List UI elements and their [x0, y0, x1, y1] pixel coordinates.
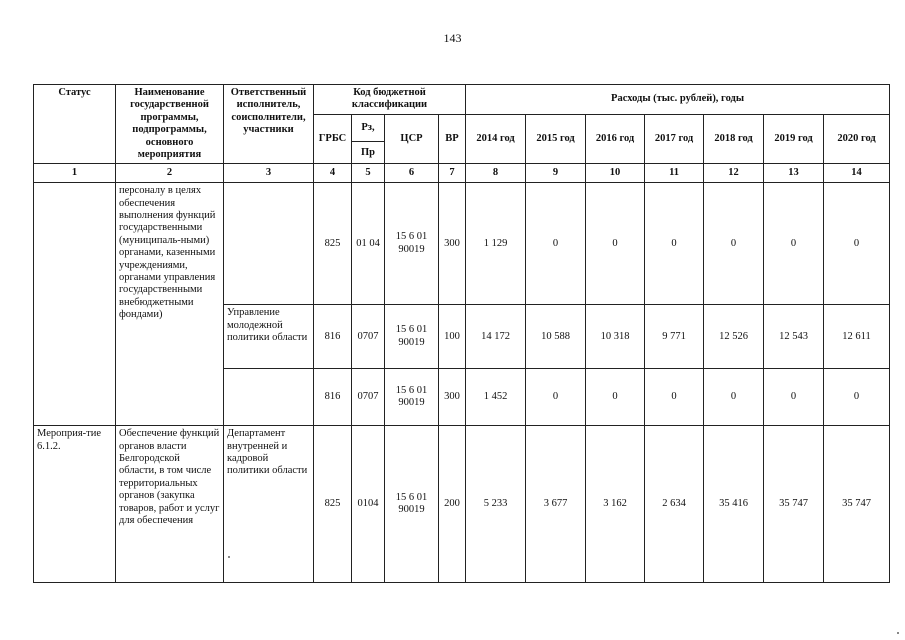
value-2014: 14 172: [466, 305, 526, 369]
header-year-2020: 2020 год: [824, 114, 890, 164]
value-2018: 35 416: [704, 426, 764, 583]
value-2016: 0: [586, 369, 645, 426]
scan-speck: [897, 632, 899, 634]
value-2020: 12 611: [824, 305, 890, 369]
vr-cell: 300: [439, 183, 466, 305]
program-name-cell: Обеспечение функций органов власти Белгородской области, в том числе территориальных органов (закупка товаров, работ и услуг для обеспечения: [116, 426, 224, 583]
executor-cell: Управление молодежной политики области: [224, 305, 314, 369]
executor-cell: [224, 369, 314, 426]
value-2017: 2 634: [645, 426, 704, 583]
header-year-2015: 2015 год: [526, 114, 586, 164]
rzpr-cell: 0707: [352, 305, 385, 369]
value-2014: 5 233: [466, 426, 526, 583]
column-number: 8: [466, 164, 526, 183]
program-name-cell: персоналу в целях обеспечения выполнения функций государственными (муниципаль-ными) органами, казенными учреждениями, органами управления государственными внебюджетными фондами): [116, 183, 224, 426]
csr-cell: 15 6 01 90019: [385, 305, 439, 369]
value-2016: 3 162: [586, 426, 645, 583]
rzpr-cell: 0707: [352, 369, 385, 426]
value-2017: 0: [645, 183, 704, 305]
header-budget-code: Код бюджетной классификации: [314, 85, 466, 115]
value-2018: 0: [704, 183, 764, 305]
header-status: Статус: [34, 85, 116, 164]
table-row: [34, 426, 890, 583]
grbs-cell: 825: [314, 183, 352, 305]
value-2014: 1 452: [466, 369, 526, 426]
value-2015: 3 677: [526, 426, 586, 583]
value-2016: 0: [586, 183, 645, 305]
column-number: 13: [764, 164, 824, 183]
header-year-2014: 2014 год: [466, 114, 526, 164]
header-year-2017: 2017 год: [645, 114, 704, 164]
value-2017: 0: [645, 369, 704, 426]
column-number: 10: [586, 164, 645, 183]
column-number: 9: [526, 164, 586, 183]
column-number: 6: [385, 164, 439, 183]
csr-cell: 15 6 01 90019: [385, 183, 439, 305]
vr-cell: 200: [439, 426, 466, 583]
value-2019: 12 543: [764, 305, 824, 369]
header-csr: ЦСР: [385, 114, 439, 164]
vr-cell: 100: [439, 305, 466, 369]
budget-table: [33, 84, 890, 583]
header-program-name: Наименование государственной программы, подпрограммы, основного мероприятия: [116, 85, 224, 164]
value-2014: 1 129: [466, 183, 526, 305]
csr-cell: 15 6 01 90019: [385, 426, 439, 583]
header-expenses: Расходы (тыс. рублей), годы: [466, 85, 890, 115]
header-year-2018: 2018 год: [704, 114, 764, 164]
status-cell: [34, 183, 116, 426]
rzpr-cell: 01 04: [352, 183, 385, 305]
value-2019: 35 747: [764, 426, 824, 583]
vr-cell: 300: [439, 369, 466, 426]
grbs-cell: 825: [314, 426, 352, 583]
column-number: 1: [34, 164, 116, 183]
table-row: [34, 183, 890, 305]
header-grbs: ГРБС: [314, 114, 352, 164]
header-executor: Ответственный исполнитель, соисполнители, участники: [224, 85, 314, 164]
status-cell: Мероприя-тие 6.1.2.: [34, 426, 116, 583]
value-2018: 0: [704, 369, 764, 426]
executor-cell: [224, 183, 314, 305]
column-number: 11: [645, 164, 704, 183]
value-2015: 10 588: [526, 305, 586, 369]
grbs-cell: 816: [314, 369, 352, 426]
value-2015: 0: [526, 183, 586, 305]
header-vr: ВР: [439, 114, 466, 164]
rzpr-cell: 0104: [352, 426, 385, 583]
value-2019: 0: [764, 369, 824, 426]
value-2019: 0: [764, 183, 824, 305]
page-number: 143: [443, 31, 462, 45]
header-year-2016: 2016 год: [586, 114, 645, 164]
column-number: 7: [439, 164, 466, 183]
header-rz: Рз,: [352, 114, 385, 142]
grbs-cell: 816: [314, 305, 352, 369]
header-year-2019: 2019 год: [764, 114, 824, 164]
value-2020: 35 747: [824, 426, 890, 583]
value-2015: 0: [526, 369, 586, 426]
value-2020: 0: [824, 183, 890, 305]
column-number: 2: [116, 164, 224, 183]
scan-speck: [228, 556, 230, 558]
column-number: 4: [314, 164, 352, 183]
csr-cell: 15 6 01 90019: [385, 369, 439, 426]
value-2016: 10 318: [586, 305, 645, 369]
column-number: 3: [224, 164, 314, 183]
executor-cell: Департамент внутренней и кадровой политики области: [224, 426, 314, 583]
column-numbers-row: [34, 164, 890, 183]
column-number: 5: [352, 164, 385, 183]
header-pr: Пр: [352, 142, 385, 164]
column-number: 14: [824, 164, 890, 183]
value-2017: 9 771: [645, 305, 704, 369]
value-2020: 0: [824, 369, 890, 426]
value-2018: 12 526: [704, 305, 764, 369]
column-number: 12: [704, 164, 764, 183]
